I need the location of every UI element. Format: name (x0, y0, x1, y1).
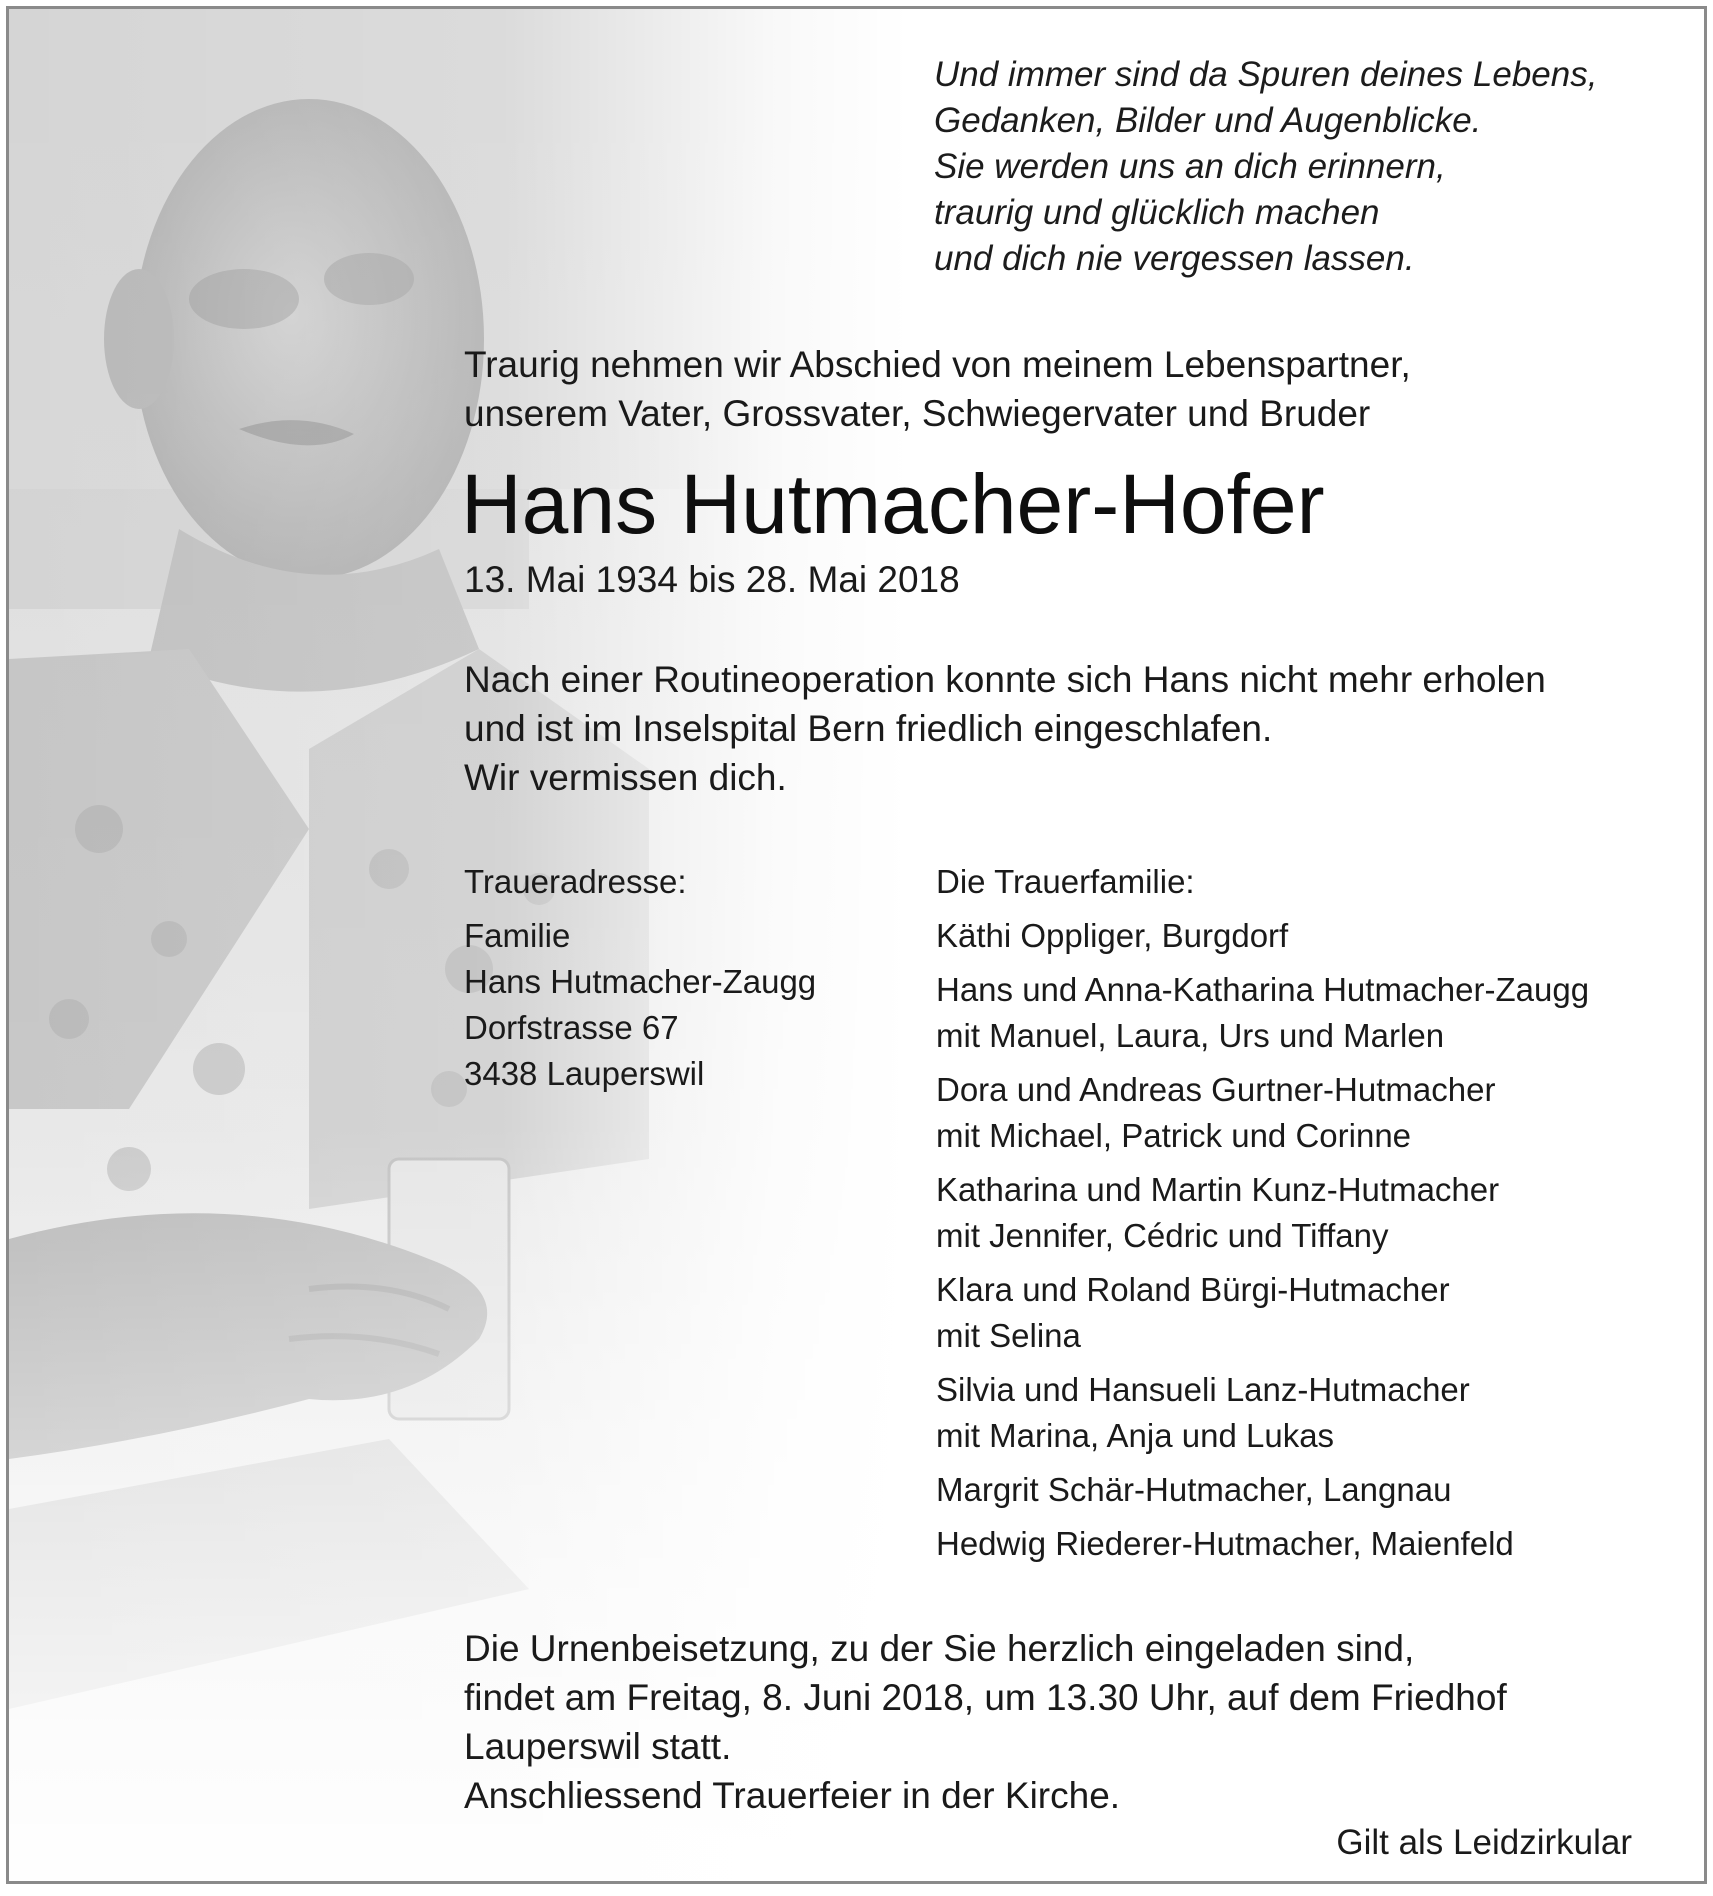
family-entry (936, 967, 1696, 1059)
circular-note: Gilt als Leidzirkular (1336, 1823, 1632, 1862)
poem-line: Gedanken, Bilder und Augenblicke. (934, 101, 1482, 140)
message-line: und ist im Inselspital Bern friedlich eingeschlafen. (464, 708, 1273, 749)
address-line: Hans Hutmacher-Zaugg (464, 963, 817, 1000)
family-entry (936, 1067, 1696, 1159)
family-line: Silvia und Hansueli Lanz-Hutmacher (936, 1371, 1470, 1408)
family-line: mit Manuel, Laura, Urs und Marlen (936, 1017, 1445, 1054)
family-entry (936, 913, 1696, 959)
funeral-info (464, 1624, 1664, 1820)
mourning-family (936, 859, 1696, 1575)
family-line: Dora und Andreas Gurtner-Hutmacher (936, 1071, 1496, 1108)
poem-line: Sie werden uns an dich erinnern, (934, 147, 1446, 186)
family-label: Die Trauerfamilie: (936, 863, 1195, 900)
funeral-line: Lauperswil statt. (464, 1726, 732, 1767)
family-line: Käthi Oppliger, Burgdorf (936, 917, 1289, 954)
family-entry (936, 1167, 1696, 1259)
funeral-line: Die Urnenbeisetzung, zu der Sie herzlich eingeladen sind, (464, 1628, 1415, 1669)
funeral-line: Anschliessend Trauerfeier in der Kirche. (464, 1775, 1121, 1816)
family-line: mit Selina (936, 1317, 1081, 1354)
poem (934, 52, 1654, 282)
intro-line: Traurig nehmen wir Abschied von meinem Lebenspartner, (464, 344, 1411, 385)
poem-line: und dich nie vergessen lassen. (934, 239, 1415, 278)
family-line: Klara und Roland Bürgi-Hutmacher (936, 1271, 1450, 1308)
intro-line: unserem Vater, Grossvater, Schwiegervater und Bruder (464, 393, 1371, 434)
family-line: mit Marina, Anja und Lukas (936, 1417, 1335, 1454)
family-entry (936, 1267, 1696, 1359)
message-line: Wir vermissen dich. (464, 757, 787, 798)
mourning-address (464, 859, 884, 1097)
poem-line: traurig und glücklich machen (934, 193, 1380, 232)
poem-line: Und immer sind da Spuren deines Lebens, (934, 55, 1598, 94)
family-line: Margrit Schär-Hutmacher, Langnau (936, 1471, 1452, 1508)
family-line: Hans und Anna-Katharina Hutmacher-Zaugg (936, 971, 1590, 1008)
message-text (464, 655, 1664, 802)
life-dates-text: 13. Mai 1934 bis 28. Mai 2018 (464, 559, 960, 600)
address-line: Familie (464, 917, 571, 954)
life-dates (464, 555, 1664, 604)
family-line: mit Michael, Patrick und Corinne (936, 1117, 1412, 1154)
obituary-notice (6, 6, 1707, 1884)
address-line: Dorfstrasse 67 (464, 1009, 679, 1046)
funeral-line: findet am Freitag, 8. Juni 2018, um 13.30 Uhr, auf dem Friedhof (464, 1677, 1507, 1718)
deceased-name: Hans Hutmacher-Hofer (461, 457, 1325, 551)
intro-text (464, 340, 1664, 438)
address-line: 3438 Lauperswil (464, 1055, 705, 1092)
family-entry (936, 1521, 1696, 1567)
family-entry (936, 1467, 1696, 1513)
family-line: Hedwig Riederer-Hutmacher, Maienfeld (936, 1525, 1514, 1562)
family-line: Katharina und Martin Kunz-Hutmacher (936, 1171, 1500, 1208)
address-label: Traueradresse: (464, 863, 687, 900)
message-line: Nach einer Routineoperation konnte sich Hans nicht mehr erholen (464, 659, 1546, 700)
family-line: mit Jennifer, Cédric und Tiffany (936, 1217, 1389, 1254)
family-entry (936, 1367, 1696, 1459)
